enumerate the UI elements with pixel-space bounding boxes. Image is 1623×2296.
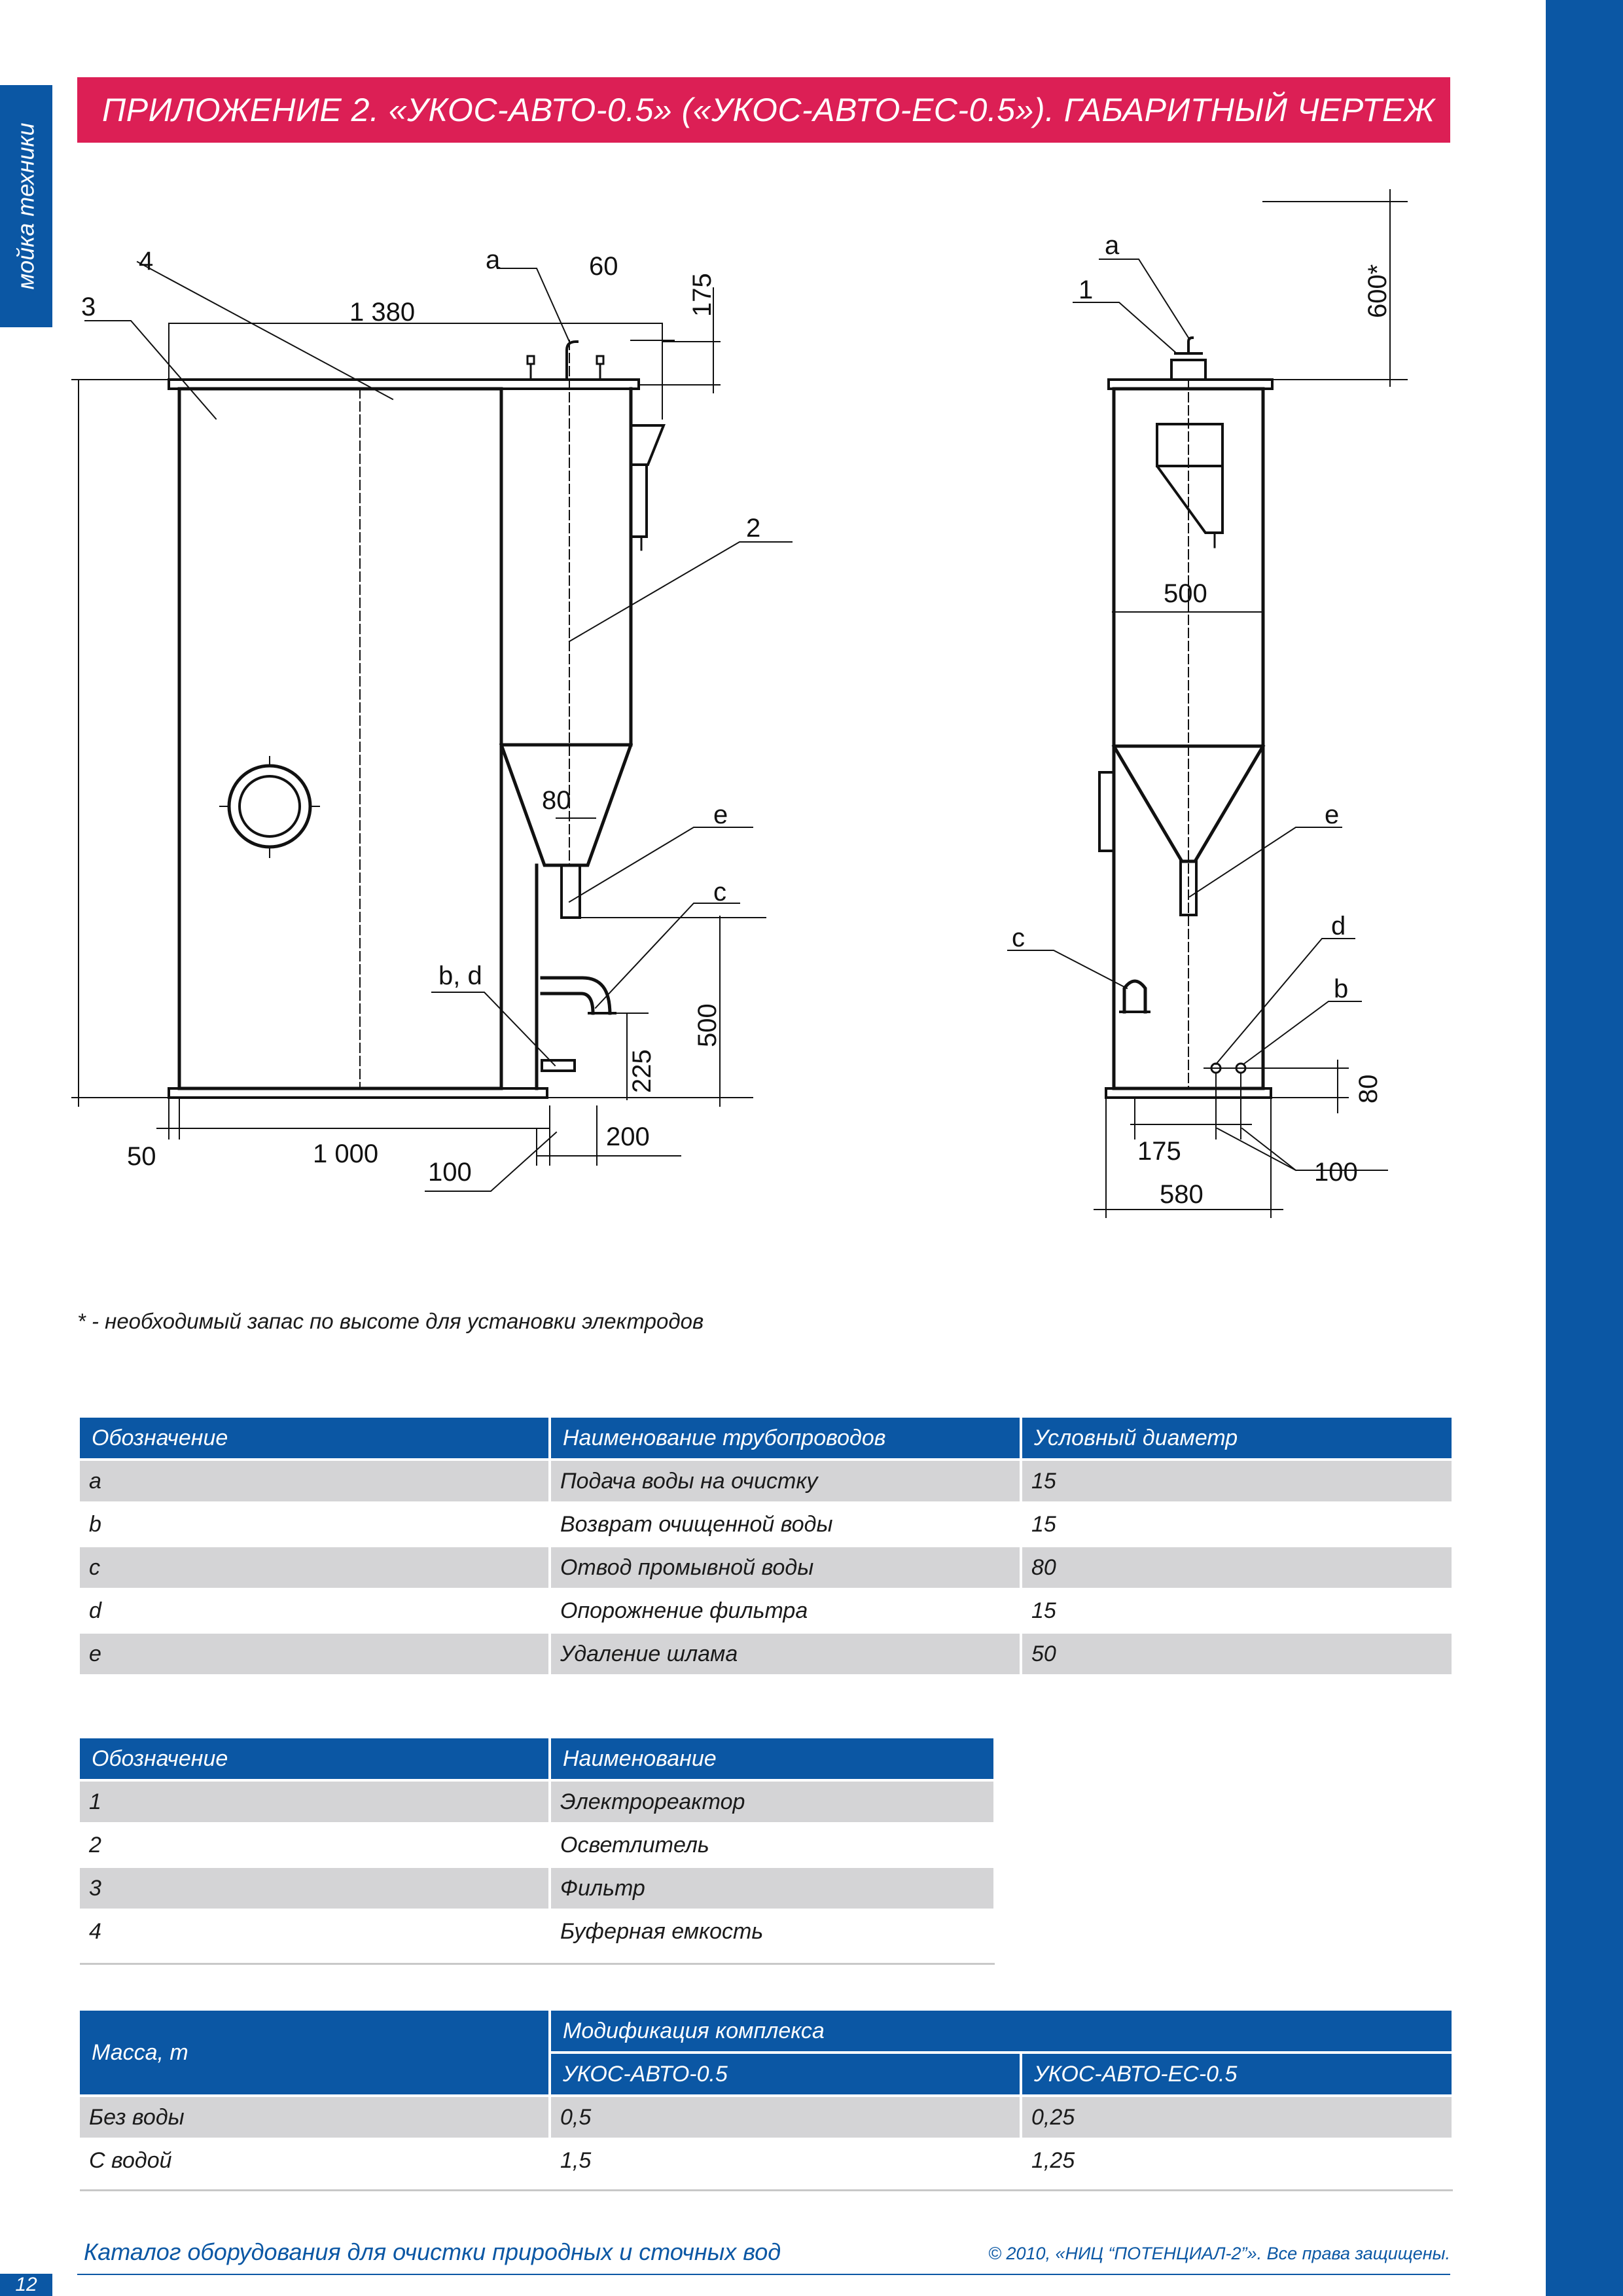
table-row [80, 1590, 1452, 1631]
col-designation: Обозначение [80, 1418, 548, 1458]
label-e-side: e [1325, 800, 1340, 829]
table-cell: d [89, 1598, 101, 1623]
table-cell: 80 [1022, 1547, 1452, 1588]
page-title: ПРИЛОЖЕНИЕ 2. «УКОС-АВТО-0.5» («УКОС-АВТО-ЕС-0.5»). ГАБАРИТНЫЙ ЧЕРТЕЖ [102, 92, 1435, 128]
col-part-name: Наименование [551, 1738, 993, 1779]
dim-580: 580 [1160, 1180, 1204, 1209]
table-cell: Подача воды на очистку [551, 1461, 1020, 1501]
label-c-front: c [713, 878, 726, 906]
dim-600: 600* [1363, 264, 1392, 318]
table-cell: 0,5 [551, 2097, 1020, 2138]
section-tab-label: мойка техники [12, 122, 39, 290]
label-a-side: a [1105, 231, 1120, 260]
table-row [80, 1782, 993, 1822]
table-cell: a [80, 1461, 548, 1501]
label-2: 2 [746, 514, 761, 543]
table-cell: Отвод промывной воды [551, 1547, 1020, 1588]
table-cell: Осветлитель [560, 1832, 709, 1857]
col-diameter: Условный диаметр [1022, 1418, 1452, 1458]
label-a-front: a [486, 245, 501, 274]
table-row [80, 1868, 993, 1909]
footer-copyright: © 2010, «НИЦ “ПОТЕНЦИАЛ-2”». Все права защищены. [988, 2244, 1450, 2263]
table-cell: Без воды [80, 2097, 548, 2138]
table-cell: 15 [1022, 1461, 1452, 1501]
table-cell: Удаление шлама [551, 1634, 1020, 1674]
table-row [80, 2140, 1452, 2181]
table-cell: С водой [89, 2147, 172, 2173]
table-cell: b [89, 1511, 101, 1537]
table-cell: 15 [1031, 1598, 1056, 1623]
col-ukos-avto: УКОС-АВТО-0.5 [551, 2054, 1020, 2094]
footer-catalog-title: Каталог оборудования для очистки природных и сточных вод [84, 2238, 781, 2265]
dim-1380: 1 380 [349, 298, 416, 327]
label-d: d [1331, 912, 1346, 941]
height-footnote: * - необходимый запас по высоте для установки электродов [77, 1309, 704, 1333]
filter-hatch [229, 766, 310, 847]
pipes-table-header [80, 1418, 1452, 1458]
col-modification: Модификация комплекса [551, 2011, 1452, 2051]
dim-60: 60 [589, 252, 618, 281]
table-cell: 1 [80, 1782, 548, 1822]
parts-table-header [80, 1738, 993, 1779]
parts-table [77, 1736, 996, 1954]
label-c-side: c [1012, 924, 1025, 952]
dim-225: 225 [628, 1049, 656, 1093]
dim-175-front: 175 [688, 273, 717, 317]
footer-rule [77, 2274, 1450, 2275]
mass-table-bottom-rule [80, 2189, 1453, 2191]
label-3: 3 [81, 293, 96, 321]
table-cell: c [80, 1547, 548, 1588]
dim-500-side: 500 [1164, 579, 1207, 608]
dim-200: 200 [606, 1122, 650, 1151]
table-cell: 1,25 [1031, 2147, 1075, 2173]
dim-50: 50 [127, 1142, 156, 1171]
mass-table [77, 2008, 1454, 2183]
table-row [80, 1911, 993, 1952]
label-bd: b, d [438, 961, 482, 990]
dim-80-side: 80 [1354, 1074, 1383, 1103]
col-designation: Обозначение [80, 1738, 548, 1779]
table-row [80, 1461, 1452, 1501]
table-cell: 0,25 [1022, 2097, 1452, 2138]
table-cell: Буферная емкость [560, 1918, 764, 1944]
table-cell: 3 [80, 1868, 548, 1909]
dim-100-front: 100 [428, 1158, 472, 1187]
table-cell: 4 [89, 1918, 101, 1944]
col-pipe-name: Наименование трубопроводов [551, 1418, 1020, 1458]
table-cell: 15 [1031, 1511, 1056, 1537]
col-ukos-avto-es: УКОС-АВТО-ЕС-0.5 [1022, 2054, 1452, 2094]
table-cell: 1,5 [560, 2147, 592, 2173]
dim-80-front: 80 [542, 786, 571, 815]
table-cell: Возврат очищенной воды [560, 1511, 833, 1537]
page-number: 12 [0, 2274, 52, 2296]
sludge-outlet-e [562, 865, 580, 918]
table-cell: 50 [1022, 1634, 1452, 1674]
dim-500-front: 500 [693, 1003, 722, 1047]
label-e-front: e [713, 800, 728, 829]
table-row [80, 1547, 1452, 1588]
dim-175-side: 175 [1137, 1137, 1181, 1166]
table-row [80, 1634, 1452, 1674]
pipes-table [77, 1415, 1454, 1677]
table-cell: Фильтр [551, 1868, 993, 1909]
table-row [80, 1504, 1452, 1545]
dim-100-side: 100 [1314, 1158, 1358, 1187]
mass-table-header [80, 2011, 1452, 2051]
table-row [80, 1825, 993, 1865]
label-4: 4 [139, 247, 154, 276]
label-b: b [1334, 975, 1349, 1003]
table-cell: Электрореактор [551, 1782, 993, 1822]
parts-table-bottom-rule [80, 1963, 995, 1965]
label-1: 1 [1079, 276, 1094, 304]
dim-1000: 1 000 [313, 1139, 379, 1168]
table-cell: Опорожнение фильтра [560, 1598, 808, 1623]
table-cell: e [80, 1634, 548, 1674]
col-mass: Масса, т [80, 2011, 548, 2094]
table-row [80, 2097, 1452, 2138]
table-cell: 2 [89, 1832, 101, 1857]
